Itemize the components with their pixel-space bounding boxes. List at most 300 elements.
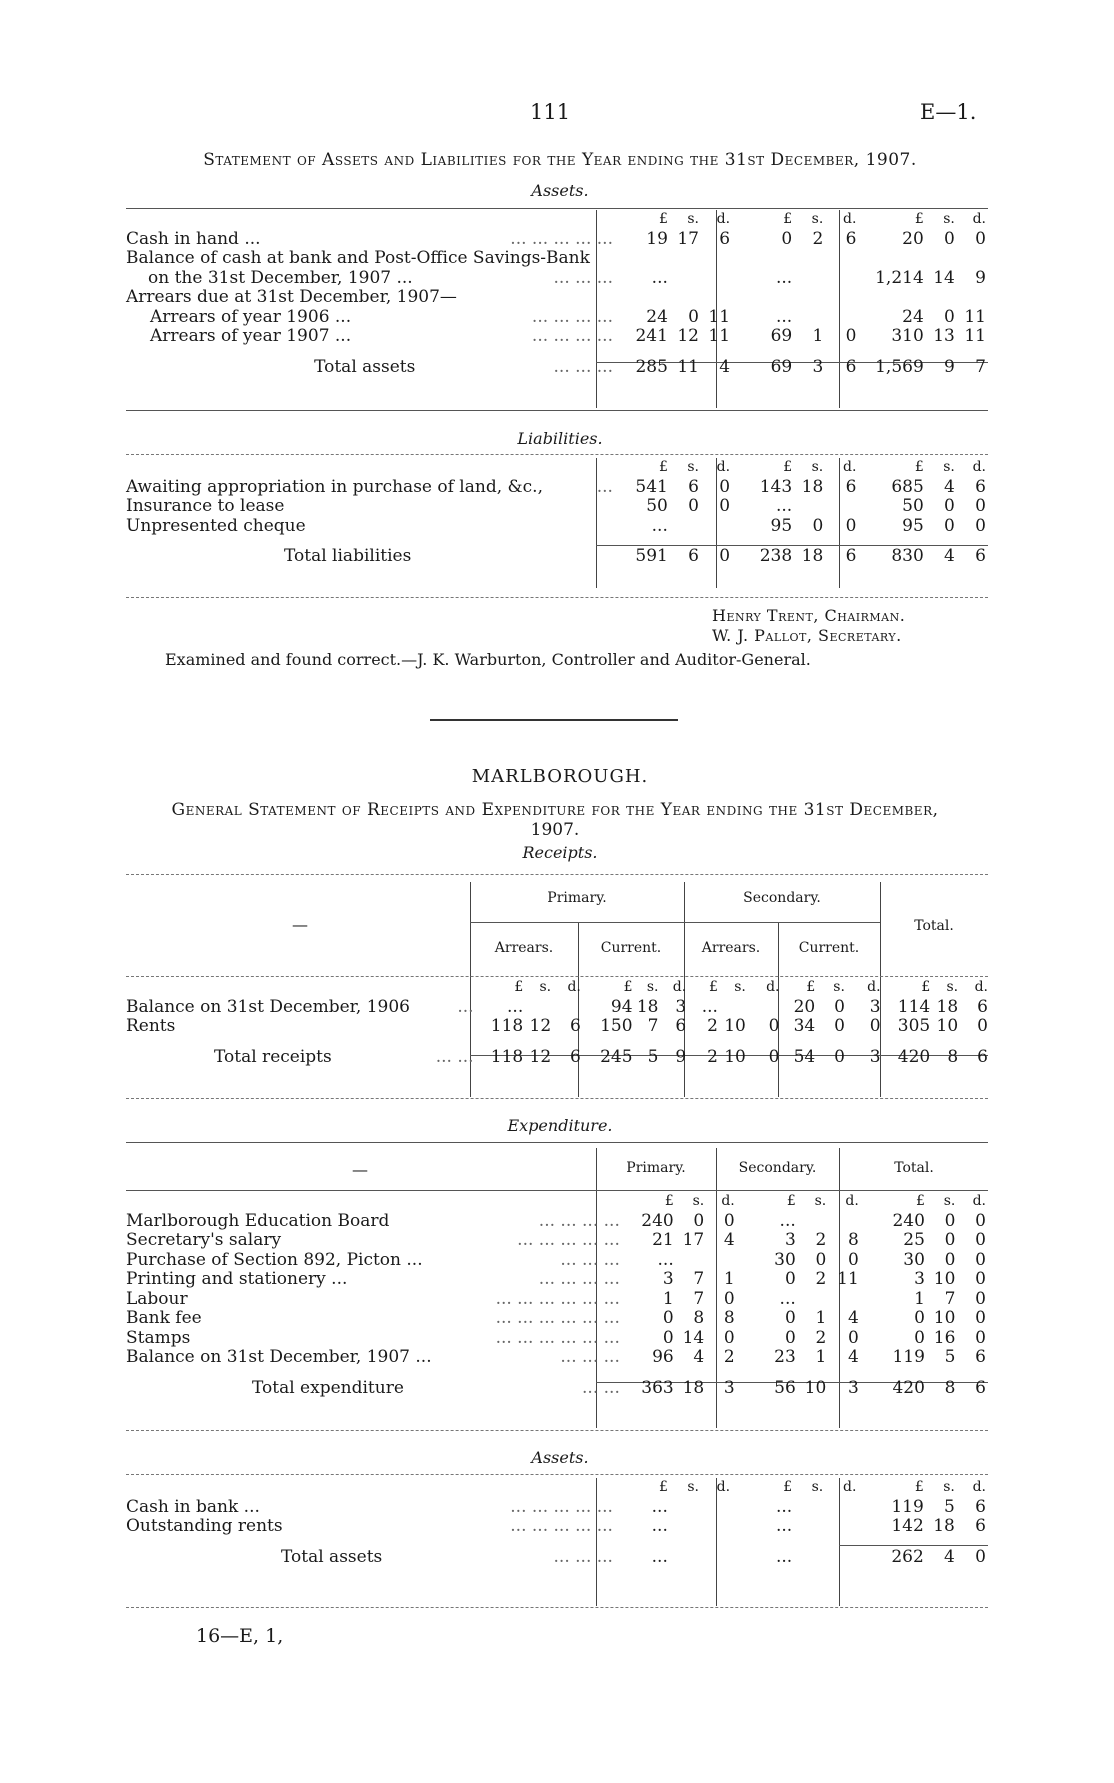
cell: 262 bbox=[891, 1546, 924, 1567]
total-row bbox=[126, 1037, 988, 1077]
cell: 7 bbox=[647, 1016, 659, 1036]
receipts-heading: Receipts. bbox=[522, 843, 598, 862]
cell bbox=[704, 1251, 735, 1271]
cell: 1,214 bbox=[875, 267, 924, 288]
cell: 8 bbox=[723, 1308, 735, 1328]
secondary-header: Secondary. bbox=[743, 890, 821, 906]
expenditure-secondary-header: Secondary. bbox=[738, 1160, 817, 1176]
shillings-symbol: s. bbox=[687, 459, 699, 475]
cell: 6 bbox=[688, 546, 699, 566]
shillings-symbol: s. bbox=[943, 1479, 955, 1495]
row-label: Arrears due at 31st December, 1907— bbox=[126, 287, 457, 307]
cell: 2 bbox=[815, 1230, 827, 1250]
leader-dots: ... ... ... bbox=[560, 1249, 620, 1270]
total-label: Total liabilities bbox=[284, 546, 412, 566]
cell: ... bbox=[651, 1516, 668, 1536]
cell: ... bbox=[507, 996, 524, 1017]
cell: 0 bbox=[869, 1016, 881, 1036]
cell: 2 bbox=[707, 1016, 718, 1036]
cell: 6 bbox=[975, 476, 986, 497]
cell: 1 bbox=[812, 326, 824, 346]
secretary-signature bbox=[712, 626, 902, 645]
rule bbox=[126, 454, 988, 455]
cell: 6 bbox=[975, 1516, 986, 1536]
pounds-symbol: £ bbox=[623, 979, 633, 995]
cell: 4 bbox=[847, 1347, 859, 1367]
leader-dots: ... ... ... bbox=[553, 356, 613, 377]
cell: ... bbox=[651, 1496, 668, 1517]
cell: 0 bbox=[847, 1327, 859, 1348]
cell: 0 bbox=[944, 1230, 956, 1250]
cell bbox=[823, 308, 856, 328]
cell bbox=[792, 308, 823, 328]
cell: ... bbox=[775, 267, 793, 288]
cell: 20 bbox=[902, 228, 924, 249]
table-row bbox=[126, 1251, 986, 1271]
cell bbox=[823, 497, 856, 517]
cell bbox=[699, 517, 730, 537]
pounds-symbol: £ bbox=[914, 1479, 924, 1495]
shillings-symbol: s. bbox=[811, 211, 824, 227]
cell: 6 bbox=[975, 1347, 986, 1367]
total-row bbox=[126, 347, 986, 387]
cell bbox=[792, 497, 823, 517]
rule bbox=[126, 1474, 988, 1475]
cell: 830 bbox=[891, 546, 924, 566]
cell bbox=[668, 1537, 699, 1577]
cell: 11 bbox=[708, 306, 731, 327]
cell: 3 bbox=[812, 356, 824, 377]
table-row bbox=[126, 1231, 986, 1251]
district-title: MARLBOROUGH. bbox=[471, 766, 649, 787]
auditor-note: Examined and found correct.—J. K. Warburton, Controller and Auditor-General. bbox=[165, 650, 811, 669]
cell: 0 bbox=[975, 496, 986, 516]
cell: 6 bbox=[845, 476, 857, 497]
cell: 4 bbox=[944, 546, 955, 566]
page-number: 111 bbox=[530, 100, 571, 124]
cell: 241 bbox=[635, 326, 668, 346]
rule bbox=[126, 597, 988, 598]
cell: 363 bbox=[641, 1377, 674, 1398]
cell: 0 bbox=[914, 1327, 925, 1348]
table-row bbox=[126, 269, 986, 289]
cell: 3 bbox=[662, 1269, 674, 1289]
shillings-symbol: s. bbox=[646, 979, 659, 995]
rule bbox=[126, 1430, 988, 1431]
leader-dots: ... ... bbox=[435, 1046, 474, 1067]
assets-heading-2: Assets. bbox=[531, 1448, 589, 1467]
cell: ... bbox=[775, 306, 793, 327]
expenditure-primary-header: Primary. bbox=[626, 1160, 686, 1176]
leader-dots: ... ... ... ... ... ... bbox=[495, 1308, 620, 1328]
table-row bbox=[126, 1270, 986, 1290]
table-row bbox=[126, 1348, 986, 1368]
stub-dash: — bbox=[292, 915, 308, 934]
leader-dots: ... ... ... ... ... bbox=[510, 1516, 613, 1536]
rule bbox=[126, 1098, 988, 1099]
leader-dots: ... bbox=[457, 996, 474, 1017]
cell: 54 bbox=[793, 1046, 816, 1067]
cell: 50 bbox=[646, 496, 668, 516]
leader-dots: ... ... ... ... ... bbox=[517, 1230, 620, 1250]
cell: 0 bbox=[815, 1249, 827, 1270]
cell: 2 bbox=[815, 1269, 827, 1289]
cell: 17 bbox=[682, 1230, 705, 1250]
cell: 95 bbox=[770, 515, 793, 536]
rule bbox=[126, 410, 988, 411]
secondary-arrears-header: Arrears. bbox=[701, 940, 761, 956]
pounds-symbol: £ bbox=[783, 459, 793, 475]
cell: ... bbox=[775, 496, 793, 516]
cell bbox=[823, 269, 856, 289]
total-label: Total assets bbox=[281, 1546, 383, 1567]
leader-dots bbox=[561, 517, 613, 537]
cell: 119 bbox=[891, 1496, 924, 1517]
pence-symbol: d. bbox=[672, 979, 687, 995]
pounds-symbol: £ bbox=[806, 979, 816, 995]
row-label: Cash in bank ... bbox=[126, 1496, 260, 1517]
cell bbox=[792, 1537, 823, 1577]
assets-table bbox=[126, 210, 986, 387]
cell: 10 bbox=[933, 1269, 956, 1289]
chairman-signature bbox=[712, 606, 905, 625]
row-label: Balance on 31st December, 1906 bbox=[126, 996, 410, 1017]
cell: ... bbox=[775, 1516, 793, 1536]
row-label: Outstanding rents bbox=[126, 1516, 283, 1536]
cell: 3 bbox=[869, 1046, 881, 1067]
pence-symbol: d. bbox=[843, 1479, 857, 1495]
shillings-symbol: s. bbox=[734, 979, 746, 995]
pounds-symbol: £ bbox=[921, 979, 931, 995]
pounds-symbol: £ bbox=[664, 1193, 674, 1209]
cell: 0 bbox=[975, 515, 986, 536]
cell: 0 bbox=[944, 1249, 956, 1270]
cell: 5 bbox=[944, 1347, 956, 1367]
table-row bbox=[126, 249, 986, 269]
cell: 3 bbox=[784, 1230, 796, 1250]
row-label: Balance on 31st December, 1907 ... bbox=[126, 1347, 432, 1367]
rule bbox=[126, 976, 988, 977]
leader-dots bbox=[561, 497, 613, 517]
assets-table-2 bbox=[126, 1478, 986, 1577]
cell bbox=[699, 1537, 730, 1577]
cell bbox=[668, 1498, 699, 1518]
cell: 2 bbox=[723, 1347, 735, 1367]
leader-dots: ... ... ... bbox=[560, 1347, 620, 1367]
cell bbox=[823, 1498, 856, 1518]
cell bbox=[792, 1517, 823, 1537]
cell: 0 bbox=[688, 496, 699, 516]
table-row bbox=[126, 1290, 986, 1310]
leader-dots bbox=[410, 1017, 474, 1037]
shillings-symbol: s. bbox=[539, 979, 552, 995]
cell: 238 bbox=[759, 546, 793, 566]
cell bbox=[699, 1517, 730, 1537]
cell: 24 bbox=[902, 306, 924, 327]
cell: 0 bbox=[944, 496, 955, 516]
cell: 0 bbox=[784, 1327, 796, 1348]
rule bbox=[126, 1190, 988, 1191]
cell: ... bbox=[775, 1496, 793, 1517]
cell: 18 bbox=[933, 1516, 955, 1536]
cell: 11 bbox=[708, 326, 731, 346]
table-row bbox=[126, 1329, 986, 1349]
pence-symbol: d. bbox=[721, 1193, 735, 1209]
total-label: Total expenditure bbox=[252, 1377, 404, 1398]
cell: 17 bbox=[677, 228, 699, 249]
cell: 1 bbox=[914, 1288, 925, 1309]
cell: 118 bbox=[490, 1046, 524, 1067]
cell: 0 bbox=[845, 515, 857, 536]
receipts-statement-title: General Statement of Receipts and Expenditure for the Year ending the 31st December, bbox=[171, 800, 939, 820]
pence-symbol: d. bbox=[845, 1193, 859, 1209]
row-label: Arrears of year 1907 ... bbox=[150, 326, 352, 346]
rule bbox=[126, 208, 988, 209]
leader-dots: ... ... ... ... bbox=[538, 1210, 620, 1231]
pounds-symbol: £ bbox=[658, 459, 668, 475]
cell: ... bbox=[779, 1288, 796, 1309]
shillings-symbol: s. bbox=[814, 1193, 827, 1209]
cell: 10 bbox=[724, 1016, 746, 1036]
cell: 10 bbox=[933, 1308, 956, 1328]
cell bbox=[718, 998, 746, 1018]
leader-dots: ... ... ... ... bbox=[531, 306, 613, 327]
table-row bbox=[126, 288, 986, 308]
pounds-symbol: £ bbox=[786, 1193, 796, 1209]
cell: 2 bbox=[812, 228, 824, 249]
cell bbox=[796, 1290, 827, 1310]
cell: 6 bbox=[719, 228, 731, 249]
cell: 24 bbox=[646, 306, 668, 327]
cell: 4 bbox=[847, 1308, 859, 1328]
cell: 240 bbox=[892, 1210, 925, 1231]
row-label: Printing and stationery ... bbox=[126, 1269, 348, 1289]
cell: 0 bbox=[975, 1210, 986, 1231]
money-header-row bbox=[126, 458, 986, 478]
pence-symbol: d. bbox=[766, 979, 780, 995]
cell bbox=[668, 1517, 699, 1537]
cell bbox=[792, 269, 823, 289]
cell: 5 bbox=[944, 1496, 955, 1517]
cell bbox=[823, 1517, 856, 1537]
table-row bbox=[126, 478, 986, 498]
pence-symbol: d. bbox=[843, 211, 857, 227]
table-row bbox=[126, 230, 986, 250]
cell: 8 bbox=[944, 1377, 956, 1398]
cell: 9 bbox=[944, 356, 955, 377]
cell bbox=[823, 1537, 856, 1577]
cell: 0 bbox=[944, 306, 955, 327]
table-row bbox=[126, 327, 986, 347]
cell: 6 bbox=[977, 1046, 988, 1067]
cell bbox=[792, 1498, 823, 1518]
cell: 591 bbox=[635, 546, 668, 566]
cell bbox=[796, 1212, 827, 1232]
row-label: Labour bbox=[126, 1288, 188, 1309]
cell: 420 bbox=[897, 1046, 931, 1067]
cell: ... bbox=[651, 515, 668, 536]
cell: 685 bbox=[891, 476, 924, 497]
cell: 7 bbox=[693, 1269, 705, 1289]
expenditure-total-header: Total. bbox=[894, 1160, 934, 1176]
cell: ... bbox=[779, 1210, 796, 1231]
shillings-symbol: s. bbox=[943, 211, 955, 227]
cell: 240 bbox=[641, 1210, 674, 1231]
row-label: Insurance to lease bbox=[126, 496, 285, 516]
shillings-symbol: s. bbox=[946, 979, 959, 995]
cell bbox=[746, 998, 780, 1018]
statement-title: Statement of Assets and Liabilities for the Year ending the 31st December, 1907. bbox=[203, 150, 917, 170]
pence-symbol: d. bbox=[972, 1479, 986, 1495]
total-row bbox=[126, 1368, 986, 1408]
row-label: on the 31st December, 1907 ... bbox=[148, 267, 413, 288]
cell: 0 bbox=[688, 306, 699, 327]
stub-dash: — bbox=[352, 1160, 368, 1179]
table-row bbox=[126, 517, 986, 537]
pence-symbol: d. bbox=[972, 211, 986, 227]
cell: 4 bbox=[944, 1546, 955, 1567]
shillings-symbol: s. bbox=[687, 211, 699, 227]
cell: 3 bbox=[914, 1269, 925, 1289]
cell: 1 bbox=[815, 1347, 827, 1367]
cell: 0 bbox=[834, 996, 845, 1017]
total-label: Total assets bbox=[314, 356, 416, 377]
pence-symbol: d. bbox=[716, 459, 731, 475]
liabilities-table bbox=[126, 458, 986, 576]
cell: 0 bbox=[662, 1327, 674, 1348]
cell: 114 bbox=[897, 996, 931, 1017]
series-number: E—1. bbox=[920, 100, 977, 124]
receipts-table bbox=[126, 978, 988, 1077]
cell: ... bbox=[657, 1249, 674, 1270]
cell: 20 bbox=[793, 996, 816, 1017]
cell: 0 bbox=[723, 1327, 735, 1348]
cell: 305 bbox=[897, 1016, 931, 1036]
row-label: Bank fee bbox=[126, 1308, 202, 1328]
cell: 18 bbox=[682, 1377, 705, 1398]
expenditure-heading: Expenditure. bbox=[507, 1116, 613, 1135]
cell: 69 bbox=[770, 356, 793, 377]
cell: 0 bbox=[944, 228, 955, 249]
pence-symbol: d. bbox=[716, 1479, 731, 1495]
leader-dots: ... ... ... ... ... bbox=[510, 228, 613, 249]
row-label: Stamps bbox=[126, 1327, 191, 1348]
cell: 0 bbox=[975, 1308, 986, 1328]
cell: 119 bbox=[892, 1347, 925, 1367]
cell: 3 bbox=[675, 996, 687, 1017]
cell: 6 bbox=[845, 356, 857, 377]
row-label: Cash in hand ... bbox=[126, 228, 261, 249]
cell: 142 bbox=[891, 1516, 924, 1536]
cell: 0 bbox=[719, 496, 731, 516]
cell: ... bbox=[775, 1546, 793, 1567]
cell: 69 bbox=[770, 326, 793, 346]
cell: 6 bbox=[570, 1016, 581, 1036]
secretary-name: W. J. Pallot, Secretary. bbox=[712, 626, 902, 645]
cell: 143 bbox=[759, 476, 793, 497]
cell: 18 bbox=[636, 996, 659, 1017]
cell bbox=[668, 517, 699, 537]
pounds-symbol: £ bbox=[783, 211, 793, 227]
cell: 10 bbox=[804, 1377, 827, 1398]
pence-symbol: d. bbox=[716, 211, 731, 227]
row-label: Secretary's salary bbox=[126, 1230, 282, 1250]
table-row bbox=[126, 1498, 986, 1518]
cell bbox=[523, 998, 551, 1018]
shillings-symbol: s. bbox=[692, 1193, 705, 1209]
cell: 2 bbox=[815, 1327, 827, 1348]
shillings-symbol: s. bbox=[943, 1193, 956, 1209]
cell: 6 bbox=[845, 546, 857, 566]
cell: 50 bbox=[902, 496, 924, 516]
cell: 7 bbox=[975, 356, 986, 377]
cell: 10 bbox=[936, 1016, 959, 1036]
row-label: Arrears of year 1906 ... bbox=[150, 306, 352, 327]
cell: 285 bbox=[635, 356, 668, 377]
cell: 0 bbox=[944, 1210, 956, 1231]
cell: 6 bbox=[675, 1016, 687, 1036]
shillings-symbol: s. bbox=[811, 459, 824, 475]
cell: 11 bbox=[677, 356, 699, 377]
cell bbox=[674, 1251, 705, 1271]
cell bbox=[826, 1290, 859, 1310]
total-row bbox=[126, 536, 986, 576]
section-separator bbox=[430, 719, 678, 721]
leader-dots: ... ... ... bbox=[553, 267, 613, 288]
rule bbox=[126, 874, 988, 875]
cell: 310 bbox=[891, 326, 924, 346]
cell: 11 bbox=[964, 306, 986, 327]
cell: 3 bbox=[847, 1377, 859, 1398]
header-rule bbox=[470, 922, 880, 923]
cell: 1 bbox=[662, 1288, 674, 1309]
cell: 5 bbox=[647, 1046, 659, 1067]
pounds-symbol: £ bbox=[915, 1193, 925, 1209]
cell: 0 bbox=[719, 476, 731, 497]
cell: 4 bbox=[944, 476, 955, 497]
cell: 12 bbox=[529, 1046, 552, 1067]
cell: 6 bbox=[975, 1377, 986, 1398]
table-row bbox=[126, 1017, 988, 1037]
cell: 3 bbox=[869, 996, 881, 1017]
cell: 0 bbox=[975, 228, 986, 249]
cell: 30 bbox=[774, 1249, 796, 1270]
cell: 0 bbox=[719, 546, 731, 566]
cell: 7 bbox=[944, 1288, 956, 1309]
cell: 0 bbox=[977, 1016, 988, 1036]
money-header-row bbox=[126, 1478, 986, 1498]
leader-dots: ... ... ... ... ... ... bbox=[495, 1327, 620, 1348]
secondary-current-header: Current. bbox=[798, 940, 860, 956]
row-label: Marlborough Education Board bbox=[126, 1210, 390, 1231]
cell: 8 bbox=[847, 1230, 859, 1250]
pence-symbol: d. bbox=[843, 459, 857, 475]
table-row bbox=[126, 1309, 986, 1329]
row-label: Purchase of Section 892, Picton ... bbox=[126, 1249, 423, 1270]
cell: 0 bbox=[723, 1210, 735, 1231]
shillings-symbol: s. bbox=[811, 1479, 824, 1495]
cell: 4 bbox=[693, 1347, 705, 1367]
cell: 0 bbox=[662, 1308, 674, 1328]
chairman-name: Henry Trent, Chairman. bbox=[712, 606, 906, 625]
pence-symbol: d. bbox=[972, 459, 986, 475]
cell: 0 bbox=[723, 1288, 735, 1309]
cell: ... bbox=[701, 996, 718, 1017]
cell: 0 bbox=[975, 1230, 986, 1250]
cell: 1 bbox=[815, 1308, 827, 1328]
leader-dots: ... ... ... ... ... ... bbox=[495, 1288, 620, 1309]
cell: 6 bbox=[975, 1496, 986, 1517]
